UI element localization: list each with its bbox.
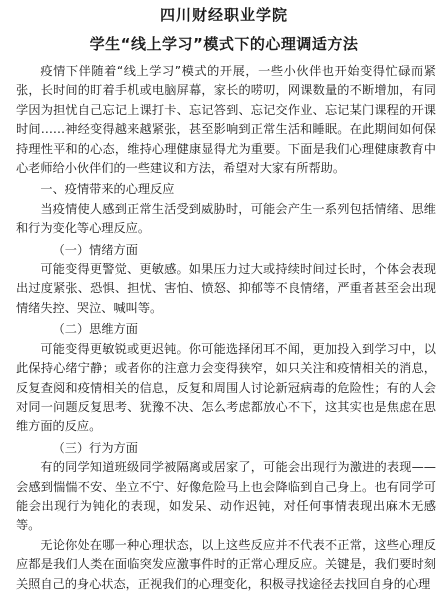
subsection-heading-behavior: （三）行为方面: [52, 440, 138, 455]
thinking-paragraph: 可能变得更敏锐或更迟钝。你可能选择闭耳不闻，更加投入到学习中，以此保持心绪宁静；或者你的注意力会变得狭窄，如只关注和疫情相关的消息，反复查阅和疫情相关的信息，反复和周围人讨论新冠病毒的危险性；有的人会对同一问题反复思考、犹豫不决、怎么考虑都放心不下，这其实也是焦虑在思维方面的反应。: [16, 341, 436, 434]
intro-paragraph: 疫情下伴随着“线上学习”模式的开展，一些小伙伴也开始变得忙碌而紧张，长时间的盯着手机或电脑屏幕，家长的唠叨，网课数量的不断增加，有同学因为担忧自己忘记上课打卡、忘记答到、忘记交作业、忘记某门课程的开课时间……神经变得越来越紧张，甚至影响到正常生活和睡眠。在此期间如何保持理性平和的心态，维持心理健康显得尤为重要。下面是我们心理健康教育中心老师给小伙伴们的一些建议和方法，希望对大家有所帮助。: [16, 64, 436, 176]
subsection-heading-thinking: （二）思维方面: [52, 322, 138, 337]
section-intro-paragraph: 当疫情使人感到正常生活受到威胁时，可能会产生一系列包括情绪、思维和行为变化等心理反应。: [16, 201, 436, 236]
subsection-heading-emotion: （一）情绪方面: [52, 242, 138, 257]
organization-name: 四川财经职业学院: [159, 6, 288, 24]
document-body: [16, 62, 436, 594]
section-heading: 一、疫情带来的心理反应: [40, 182, 175, 197]
document-title: 学生“线上学习”模式下的心理调适方法: [89, 35, 359, 53]
closing-paragraph: 无论你处在哪一种心理状态，以上这些反应并不代表不正常，这些心理反应都是我们人类在面临突发应激事件时的正常心理反应。关键是，我们要时刻关照自己的身心状态，正视我们的心理变化，积极寻找途径去找回自身的心理: [16, 537, 436, 591]
behavior-paragraph: 有的同学知道班级同学被隔离或居家了，可能会出现行为激进的表现——会感到惴惴不安、坐立不宁、好像危险马上也会降临到自己身上。也有同学可能会出现行为钝化的表现，如发呆、动作迟钝，对任何事情表现出麻木无感等。: [16, 460, 436, 533]
emotion-paragraph: 可能变得更警觉、更敏感。如果压力过大或持续时间过长时，个体会表现出过度紧张、恐惧、担忧、害怕、愤怒、抑郁等不良情绪，严重者甚至会出现情绪失控、哭泣、喊叫等。: [16, 262, 436, 315]
